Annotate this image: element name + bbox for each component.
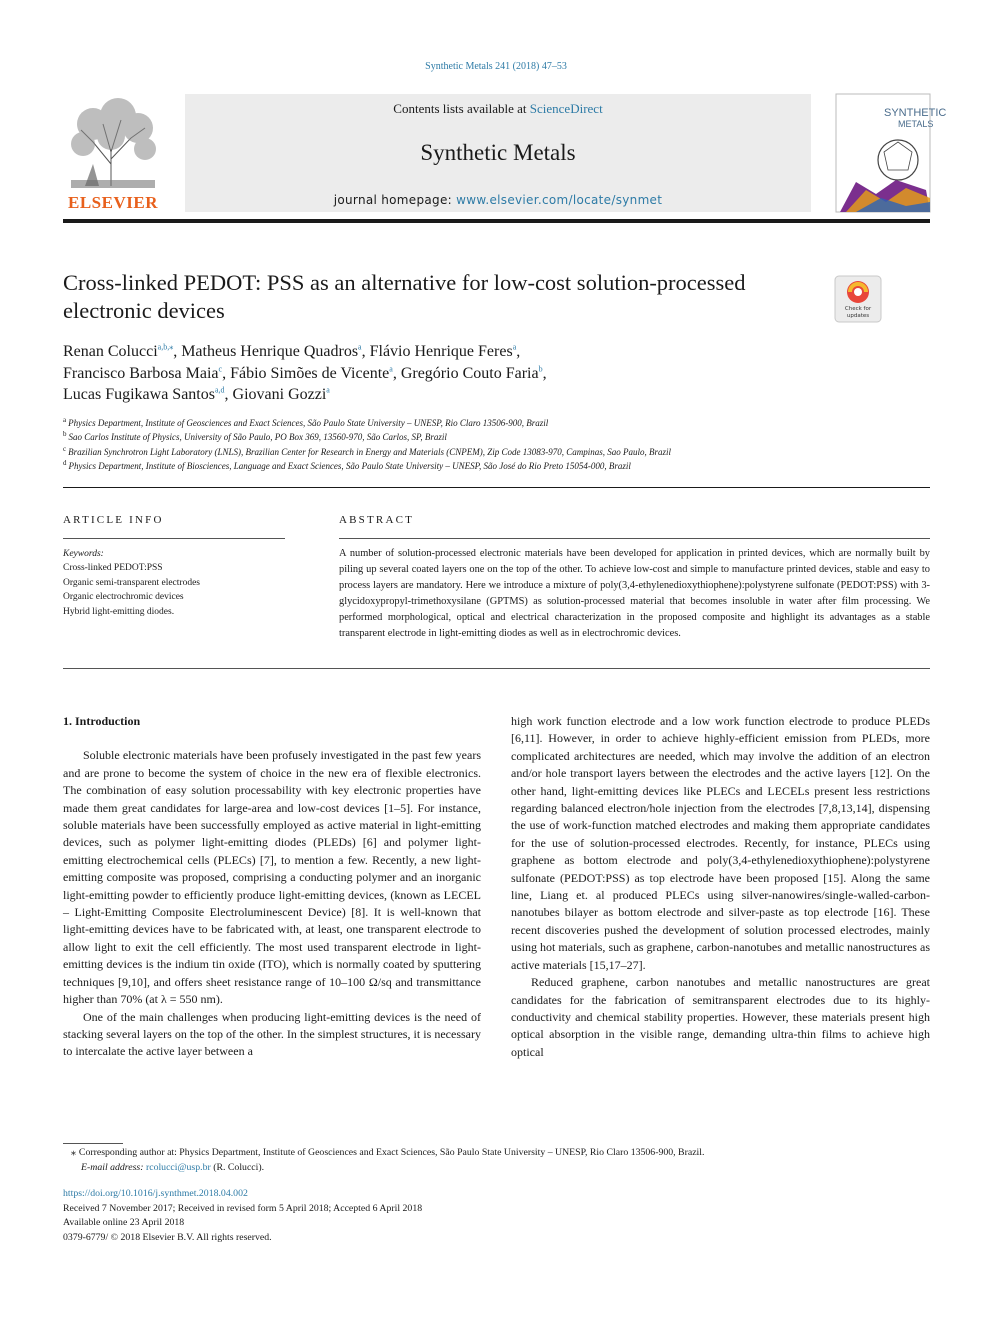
keywords-label: Keywords: <box>63 549 104 559</box>
body-paragraph: One of the main challenges when producing light-emitting devices is the need of stacking several layers on the top of the other. In the simplest structures, it is necessary to intercalate the active layer between a <box>63 1009 481 1059</box>
journal-masthead <box>63 94 947 222</box>
available-online: Available online 23 April 2018 <box>63 1217 185 1229</box>
contents-line <box>185 101 811 117</box>
journal-citation[interactable]: Synthetic Metals 241 (2018) 47–53 <box>425 61 567 72</box>
author: Fábio Simões de Vicente$^a$, <box>230 364 401 382</box>
abstract-bottom-rule <box>63 668 930 669</box>
elsevier-wordmark: ELSEVIER <box>68 193 158 212</box>
author-email-link[interactable]: rcolucci@usp.br <box>145 1162 211 1173</box>
journal-homepage-line <box>185 193 811 207</box>
body-paragraph: Soluble electronic materials have been profusely investigated in the past few years and are prone to become the system of choice in the new era of flexible electronics. The combination of easy solution processability with key electronic properties have made them great candidates for large-area and low-cost devices [1–5]. For instance, soluble materials have been successfully employed as active material in light-emitting devices, such as polymer light-emitting diodes (PLEDs) [6] and polymer light-emitting electrochemical cells (PLECs) [7], to mention a few. Recently, a new light-emitting composite was proposed, comprising a conducting polymer and an inorganic light-emitting powder to efficiently produce light-emitting devices, (known as LECEL – Light-Emitting Composite Electroluminescent Device) [8]. It is well-known that light-emitting devices have to be fabricated with, at least, one transparent electrode to allow light to exit the cell efficiently. The most used transparent electrode in light-emitting devices is the indium tin oxide (ITO), which is normally coated by sputtering techniques [9,10], and offers sheet resistance range of 10–100 Ω/sq and transmittance higher than 70% (at λ = 550 nm). <box>63 748 481 1007</box>
author: Flávio Henrique Feres$^a$, <box>369 342 521 360</box>
doi-link[interactable]: https://doi.org/10.1016/j.synthmet.2018.04.002 <box>63 1188 248 1199</box>
abstract-rule <box>339 538 930 539</box>
sciencedirect-link[interactable]: ScienceDirect <box>529 101 603 116</box>
copyright: 0379-6779/ © 2018 Elsevier B.V. All rights reserved. <box>63 1231 272 1243</box>
affiliation: $^b$ Sao Carlos Institute of Physics, University of São Paulo, PO Box 369, 13560-970, São Carlos, SP, Brazil <box>63 430 447 443</box>
body-paragraph: high work function electrode and a low work function electrode to produce PLEDs [6,11]. However, in order to achieve highly-efficient emission from PLEDs, more complicated architectures are needed, which may involve the addition of an electron and/or hole transport layers between the electrodes and the active layers [12]. On the other hand, light-emitting devices like PLECs and LECELs present less restrictions regarding balanced electron/hole injection from the electrodes [7,8,13,14], dispensing the use of work-function matched electrodes and making them appropriate candidates for the use of solution-processed electrodes. Recently, for instance, PLECs using graphene as bottom electrode and poly(3,4-ethylenedioxythiophene):polystyrene sulfonate (PEDOT:PSS) as top electrode have been proposed [15]. Along the same line, Liang et. al produced PLECs using silver-nanowires/single-walled-carbon-nanotubes bilayer as bottom electrode and silver-paste as top electrode [16]. These recent discoveries pushed the development of solution processed electrodes, mainly using hot materials, such as graphene, carbon-nanotubes and metallic nanostructures as active materials [15,17–27]. <box>511 714 930 972</box>
footnote-rule <box>63 1143 123 1144</box>
abstract-heading: ABSTRACT <box>339 514 415 526</box>
crossmark-line1: Check for <box>844 306 872 312</box>
author: Francisco Barbosa Maia$^c$, <box>63 364 231 382</box>
keywords-block <box>63 547 285 619</box>
affiliation-rule <box>63 487 930 488</box>
author: Giovani Gozzi$^a$ <box>232 385 330 403</box>
author-list <box>63 341 883 406</box>
keyword: Organic electrochromic devices <box>63 592 184 603</box>
homepage-prefix: journal homepage: <box>333 193 457 207</box>
journal-homepage-link[interactable]: www.elsevier.com/locate/synmet <box>456 193 663 207</box>
body-column-left <box>63 713 481 1061</box>
journal-name: Synthetic Metals <box>420 140 576 165</box>
article-metadata <box>63 1187 663 1245</box>
cover-title-1: SYNTHETIC <box>884 107 947 119</box>
cover-title-2: METALS <box>898 119 934 129</box>
keyword: Organic semi-transparent electrodes <box>63 577 200 588</box>
affiliation: $^a$ Physics Department, Institute of Geosciences and Exact Sciences, São Paulo State University – UNESP, Rio Claro 13506-900, Brazil <box>63 416 549 428</box>
check-for-updates-icon[interactable] <box>835 276 881 322</box>
section-heading: 1. Introduction <box>63 714 141 728</box>
contents-prefix: Contents lists available at <box>393 101 530 116</box>
keyword: Cross-linked PEDOT:PSS <box>63 563 163 574</box>
footnote-marker: ⁎ <box>71 1147 76 1158</box>
body-paragraph: Reduced graphene, carbon nanotubes and metallic nanostructures are great candidates for the fabrication of semitransparent electrodes due to its highly-conductivity and chemical stability properties. However, these materials present high optical absorption in the visible range, demanding ultra-thin films to achieve high optical <box>511 975 930 1059</box>
abstract-text: A number of solution-processed electronic materials have been developed for application in printed devices, which are normally built by piling up several coated layers one on the top of the other. To achieve low-cost and simple to manufacture printed devices, stable and easy to process layers are mandatory. Here we introduce a mixture of poly(3,4-ethylenedioxythiophene):polystyrene sulfonate (PEDOT:PSS) with 3-glycidoxypropyl-trimethoxysilane (GPTMS) as solution-processed material that becomes insoluble in water after film processing. We performed morphological, optical and electrical characterization in the proposed composite and highlight its advantages as a stable transparent electrode in light-emitting diodes as well as in electrochromic devices. <box>339 548 930 639</box>
author: Renan Colucci$^{a,b,⁎}$, <box>63 342 182 360</box>
keyword: Hybrid light-emitting diodes. <box>63 606 175 617</box>
footnote-corresponding: ⁎ Corresponding author at: Physics Department, Institute of Geosciences and Exact Sciences, São Paulo State University – UNESP, Rio Claro 13506-900, Brazil. <box>71 1147 705 1158</box>
author: Matheus Henrique Quadros$^a$, <box>181 342 370 360</box>
affiliation: $^d$ Physics Department, Institute of Biosciences, Language and Exact Sciences, São Paulo State University – UNESP, São José do Rio Preto 15054-000, Brazil <box>63 459 631 472</box>
affiliation: $^c$ Brazilian Synchrotron Light Laboratory (LNLS), Brazilian Center for Research in Energy and Materials (CNPEM), Zip Code 13083-970, Campinas, Sao Paulo, Brazil <box>63 444 672 457</box>
footnote-email-line: E-mail address: rcolucci@usp.br (R. Colucci). <box>81 1162 265 1173</box>
article-info-heading: ARTICLE INFO <box>63 514 164 526</box>
article-title: Cross-linked PEDOT: PSS as an alternative for low-cost solution-processed electronic devices <box>63 270 746 323</box>
author: Gregório Couto Faria$^b$, <box>400 364 547 382</box>
body-column-right <box>511 713 930 1061</box>
received-dates: Received 7 November 2017; Received in revised form 5 April 2018; Accepted 6 April 2018 <box>63 1202 423 1214</box>
journal-cover-thumbnail <box>836 94 947 212</box>
masthead-rule <box>63 219 930 223</box>
crossmark-line2: updates <box>846 313 870 319</box>
author: Lucas Fugikawa Santos$^{a,d}$, <box>63 385 233 403</box>
article-info-rule <box>63 538 285 539</box>
corresponding-author-footnote <box>63 1145 933 1175</box>
affiliation-list <box>63 416 943 474</box>
